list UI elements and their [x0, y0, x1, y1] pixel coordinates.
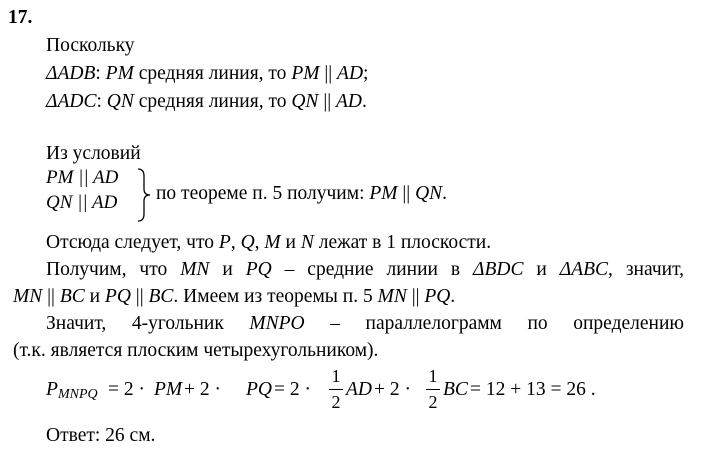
segment-bc: BC	[148, 286, 174, 307]
formula-p: P	[46, 379, 58, 400]
right-brace-icon	[136, 168, 152, 222]
text-line-1: Поскольку	[46, 35, 135, 56]
text-line-2	[46, 62, 368, 86]
segment-qn: QN	[106, 91, 134, 112]
segment-ad: AD	[337, 63, 364, 84]
segment-pq: PQ	[424, 286, 451, 307]
text-line-4: Из условий	[46, 143, 141, 164]
condition-1: PM || AD	[46, 167, 119, 188]
fraction-denominator: 2	[331, 392, 341, 412]
text-line-9: (т.к. является плоским четырехугольником).	[13, 340, 379, 361]
text-seg: средняя линия, то	[133, 63, 292, 84]
text-seg: и	[84, 286, 105, 307]
triangle-bdc: ΔBDC	[473, 259, 524, 280]
text-seg: ,	[230, 232, 241, 253]
fraction-half	[329, 366, 343, 413]
text-seg: :	[95, 63, 106, 84]
text-seg: ,	[254, 232, 265, 253]
text-seg: лежат в 1 плоскости.	[313, 232, 492, 253]
formula-pm: PM	[154, 379, 183, 400]
parallel-sign: ||	[397, 183, 416, 204]
text-seg: по теореме п. 5 получим:	[156, 183, 370, 204]
formula-text: + 2 ·	[184, 379, 221, 400]
problem-number: 17.	[8, 7, 33, 28]
text-seg: – параллелограмм по определению	[304, 313, 684, 334]
segment-pm: PM	[291, 63, 320, 84]
segment-pm: PM	[105, 63, 134, 84]
segment-qn: QN	[415, 183, 443, 204]
segment-ad: AD	[336, 91, 362, 112]
segment-pq: PQ	[245, 259, 272, 280]
formula-text: + 2 ·	[374, 379, 411, 400]
text-line-3	[46, 90, 367, 114]
text-seg: Получим, что	[46, 259, 181, 280]
text-seg: . Имеем из теоремы п. 5	[173, 286, 378, 307]
formula-text: = 2 ·	[108, 379, 145, 400]
text-line-8	[46, 312, 684, 336]
parallel-sign: ||	[42, 286, 60, 307]
condition-conclusion	[156, 182, 447, 206]
triangle-abc: ΔABC	[559, 259, 609, 280]
fraction-numerator: 1	[428, 366, 438, 386]
answer-line: Ответ: 26 см.	[46, 425, 156, 446]
text-seg: и	[523, 259, 560, 280]
parallel-sign: ||	[130, 286, 149, 307]
text-line-5	[46, 231, 491, 255]
text-seg: Отсюда следует, что	[46, 232, 219, 253]
segment-mn: MN	[13, 286, 43, 307]
text-seg: .	[442, 183, 448, 204]
formula-bc: BC	[443, 379, 468, 400]
text-line-7	[13, 285, 455, 309]
triangle-adb: ΔADB	[46, 63, 96, 84]
text-seg: средняя линия, то	[133, 91, 292, 112]
segment-pq: PQ	[104, 286, 131, 307]
segment-bc: BC	[59, 286, 85, 307]
parallel-sign: ||	[318, 91, 336, 112]
formula-ad: AD	[346, 379, 372, 400]
fraction-half	[426, 366, 440, 413]
condition-system	[46, 165, 118, 215]
formula-text: = 2 ·	[274, 379, 311, 400]
point-q: Q	[240, 232, 255, 253]
formula-pq: PQ	[246, 379, 272, 400]
point-n: N	[300, 232, 314, 253]
segment-mn: MN	[377, 286, 407, 307]
formula-subscript: MNPQ	[58, 387, 98, 402]
text-seg: , значит,	[608, 259, 685, 280]
condition-2: QN || AD	[46, 192, 118, 213]
fraction-numerator: 1	[331, 366, 341, 386]
segment-qn: QN	[291, 91, 319, 112]
point-m: M	[264, 232, 281, 253]
text-seg: Значит, 4-угольник	[46, 313, 250, 334]
text-seg: – средние линии в	[271, 259, 474, 280]
segment-pm: PM	[369, 183, 398, 204]
quadrilateral-mnpo: MNPO	[249, 313, 305, 334]
parallel-sign: ||	[319, 63, 338, 84]
text-seg: .	[450, 286, 456, 307]
text-seg: ;	[363, 63, 369, 84]
fraction-denominator: 2	[428, 392, 438, 412]
triangle-adc: ΔADC	[46, 91, 97, 112]
text-line-6	[46, 258, 684, 282]
point-p: P	[218, 232, 231, 253]
segment-mn: MN	[180, 259, 210, 280]
text-seg: :	[96, 91, 107, 112]
text-seg: и	[209, 259, 246, 280]
text-seg: и	[280, 232, 301, 253]
formula-result: = 12 + 13 = 26 .	[470, 379, 596, 400]
text-seg: .	[362, 91, 367, 112]
parallel-sign: ||	[406, 286, 425, 307]
